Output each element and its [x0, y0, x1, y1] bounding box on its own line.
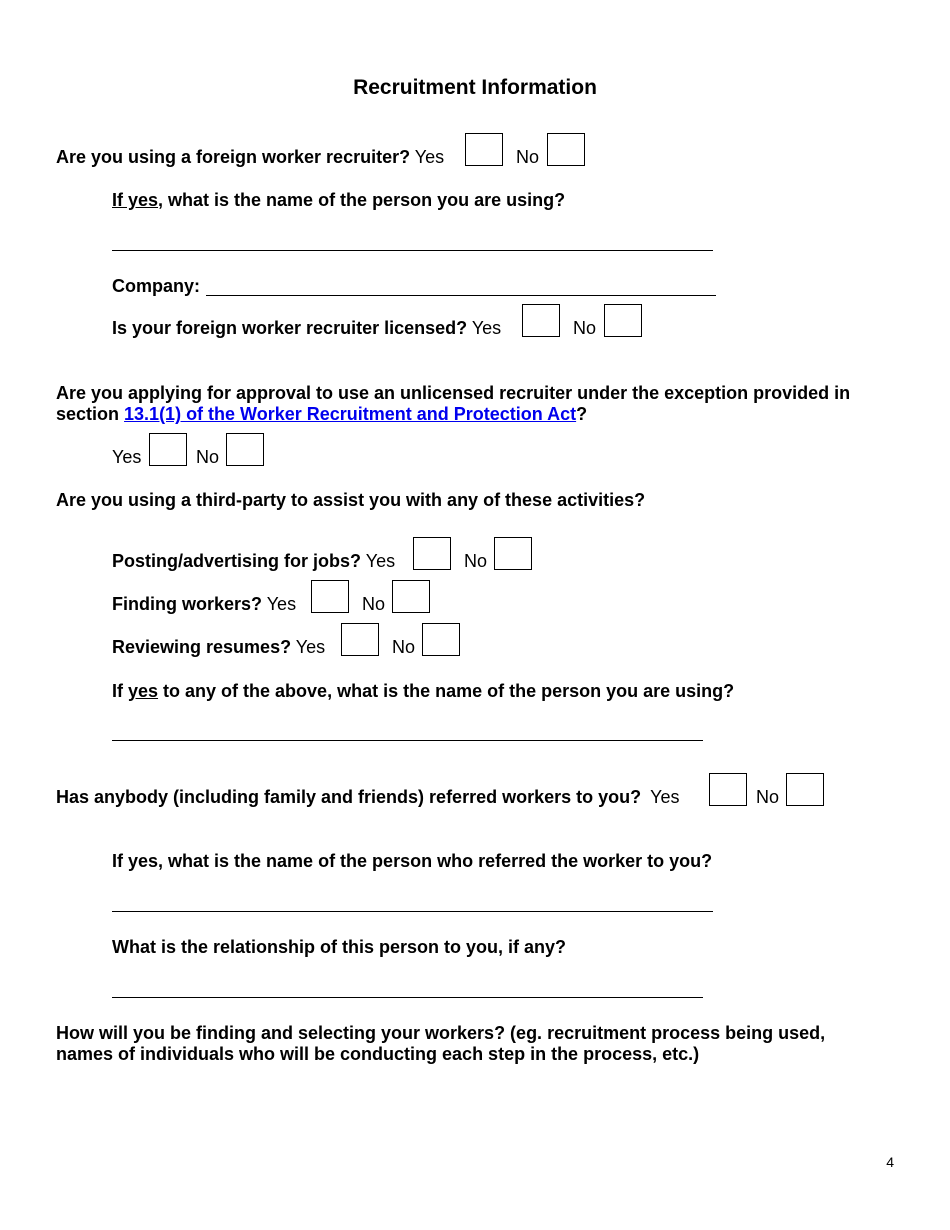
- if-yes-emphasis: If yes: [112, 190, 159, 210]
- unlicensed-no-checkbox[interactable]: [226, 433, 264, 466]
- foreign-recruiter-no-checkbox[interactable]: [547, 133, 585, 166]
- question-mark: ?: [576, 404, 588, 424]
- question-label: Posting/advertising for jobs?: [112, 551, 362, 571]
- no-label: No: [464, 551, 488, 571]
- yes-label: Yes: [112, 447, 142, 467]
- posting-yes-checkbox[interactable]: [413, 537, 451, 570]
- question-label: Has anybody (including family and friends) referred workers to you?: [56, 787, 642, 807]
- yes-label: Yes: [365, 551, 396, 571]
- finding-workers-no-checkbox[interactable]: [392, 580, 430, 613]
- question-label: , what is the name of the person you are using?: [158, 190, 566, 210]
- no-label: No: [392, 637, 416, 657]
- question-recruiter-name: [112, 190, 565, 211]
- foreign-recruiter-yes-checkbox[interactable]: [465, 133, 503, 166]
- yes-label: Yes: [471, 318, 502, 338]
- posting-no-checkbox[interactable]: [494, 537, 532, 570]
- no-label: No: [573, 318, 597, 338]
- unlicensed-yes-checkbox[interactable]: [149, 433, 187, 466]
- question-label: Finding workers?: [112, 594, 263, 614]
- question-recruiter-licensed: [112, 318, 501, 339]
- question-finding-workers: [112, 594, 296, 615]
- recruiter-name-field[interactable]: [112, 250, 713, 251]
- referred-yes-checkbox[interactable]: [709, 773, 747, 806]
- question-referrer-name: If yes, what is the name of the person who referred the worker to you?: [112, 851, 713, 871]
- question-referred-workers: [56, 787, 680, 808]
- question-selection-line2: names of individuals who will be conducting each step in the process, etc.): [56, 1044, 700, 1064]
- no-label: No: [756, 787, 780, 807]
- third-party-name-field[interactable]: [112, 740, 703, 741]
- recruiter-licensed-no-checkbox[interactable]: [604, 304, 642, 337]
- recruiter-licensed-yes-checkbox[interactable]: [522, 304, 560, 337]
- referrer-name-field[interactable]: [112, 911, 713, 912]
- question-label: Is your foreign worker recruiter licensed?: [112, 318, 468, 338]
- question-label: Reviewing resumes?: [112, 637, 292, 657]
- question-label: Are you using a foreign worker recruiter?: [56, 147, 411, 167]
- page-number: 4: [886, 1154, 894, 1170]
- company-field[interactable]: [206, 295, 716, 296]
- yes-emphasis: yes: [128, 681, 159, 701]
- yes-label: Yes: [266, 594, 297, 614]
- reviewing-resumes-yes-checkbox[interactable]: [341, 623, 379, 656]
- yes-label: Yes: [295, 637, 326, 657]
- question-label: to any of the above, what is the name of the person you are using?: [158, 681, 735, 701]
- question-foreign-recruiter: [56, 147, 444, 168]
- referred-no-checkbox[interactable]: [786, 773, 824, 806]
- yes-label: Yes: [414, 147, 445, 167]
- question-third-party-name: [112, 681, 734, 702]
- yes-label: Yes: [650, 787, 680, 807]
- no-label: No: [362, 594, 386, 614]
- relationship-field[interactable]: [112, 997, 703, 998]
- question-label: If: [112, 681, 128, 701]
- question-relationship: What is the relationship of this person to you, if any?: [112, 937, 567, 957]
- finding-workers-yes-checkbox[interactable]: [311, 580, 349, 613]
- question-third-party: Are you using a third-party to assist you with any of these activities?: [56, 490, 646, 510]
- question-unlicensed-line2: [56, 404, 587, 425]
- no-label: No: [196, 447, 220, 467]
- question-reviewing-resumes: [112, 637, 325, 658]
- page-title: Recruitment Information: [353, 76, 597, 99]
- section-text: section: [56, 404, 125, 424]
- question-posting: [112, 551, 395, 572]
- question-selection-line1: How will you be finding and selecting your workers? (eg. recruitment process being used,: [56, 1023, 826, 1043]
- reviewing-resumes-no-checkbox[interactable]: [422, 623, 460, 656]
- no-label: No: [516, 147, 540, 167]
- question-unlicensed-line1: Are you applying for approval to use an unlicensed recruiter under the exception provided in: [56, 383, 851, 403]
- company-label: Company:: [112, 276, 201, 296]
- act-link[interactable]: 13.1(1) of the Worker Recruitment and Protection Act: [124, 404, 577, 424]
